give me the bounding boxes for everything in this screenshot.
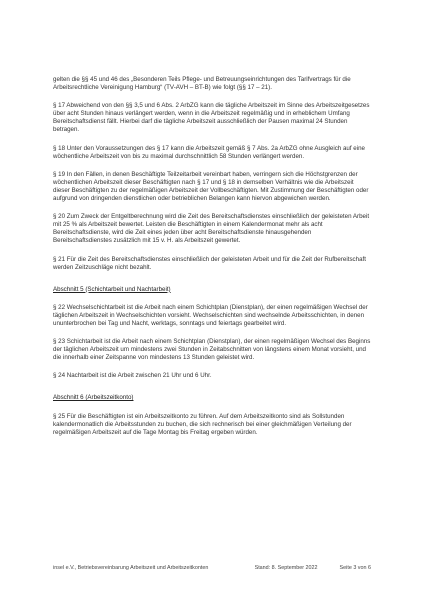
footer-document-title: insel e.V., Betriebsvereinbarung Arbeitszeit und Arbeitszeitkonten [53,565,209,571]
paragraph-23: § 23 Schichtarbeit ist die Arbeit nach einem Schichtplan (Dienstplan), der einen regelmäßigen Wechsel des Beginns der täglichen Arbeitszeit um mindestens zwei Stunden in Zeitabschnitten von längstens einem Monat vorsieht, und die innerhalb einer Zeitspanne von mindestens 13 Stunden geleistet wird. [53,338,371,362]
paragraph-19: § 19 In den Fällen, in denen Beschäftigte Teilzeitarbeit vereinbart haben, verringern sich die Höchstgrenzen der wöchentlichen Arbeitszeit dieser Beschäftigten nach § 17 und § 18 in demselben Verhältnis wie die Arbeitszeit dieser Beschäftigten zu der regelmäßigen Arbeitszeit der Vollbeschäftigten. Mit Zustimmung der Beschäftigten oder aufgrund von dringenden dienstlichen oder betrieblichen Belangen kann hiervon abgewichen werden. [53,170,369,203]
paragraph-20: § 20 Zum Zweck der Entgeltberechnung wird die Zeit des Bereitschaftsdienstes einschließlich der geleisteten Arbeit mit 25 % als Arbeitszeit bewertet. Leisten die Beschäftigten in einem Kalendermonat mehr als acht Bereitschaftsdienste, wird die Zeit eines jeden über acht Bereitschaftsdienste hinausgehenden Bereitschaftsdienstes zusätzlich mit 15 v. H. als Arbeitszeit gewertet. [53,213,370,245]
footer-page-number: Seite 3 von 6 [339,565,371,571]
paragraph-17: § 17 Abweichend von den §§ 3,5 und 6 Abs. 2 ArbZG kann die tägliche Arbeitszeit im Sinne des Arbeitszeitgesetzes über acht Stunden hinaus verlängert werden, wenn in die Arbeitszeit regelmäßig und in erheblichem Umfang Bereitschaftsdienst fällt. Hierbei darf die tägliche Arbeitszeit ausschließlich der Pausen maximal 24 Stunden betragen. [53,102,370,134]
footer-date: Stand: 8. September 2022 [254,565,318,571]
paragraph-18: § 18 Unter den Voraussetzungen des § 17 kann die Arbeitszeit gemäß § 7 Abs. 2a ArbZG ohne Ausgleich auf eine wöchentliche Arbeitszeit von bis zu maximal durchschnittlich 58 Stunden verlängert werden. [53,144,365,160]
paragraph-21: § 21 Für die Zeit des Bereitschaftsdienstes einschließlich der geleisteten Arbeit und für die Zeit der Rufbereitschaft werden Zeitzuschläge nicht bezahlt. [53,255,366,271]
document-body [53,76,371,447]
paragraph-22: § 22 Wechselschichtarbeit ist die Arbeit nach einem Schichtplan (Dienstplan), der einen regelmäßigen Wechsel der täglichen Arbeitszeit in Wechselschichten vorsieht. Wechselschichten sind wechselnde Arbeitsschichten, in denen ununterbrochen bei Tag und Nacht, werktags, sonntags und feiertags gearbeitet wird. [53,303,368,327]
section-heading-5: Abschnitt 5 (Schichtarbeit und Nachtarbeit) [53,285,171,293]
paragraph-intro: gelten die §§ 45 und 46 des „Besonderen Teils Pflege- und Betreuungseinrichtungen des Tarifvertrags für die Arbeitsrechtliche Vereinigung Hamburg“ (TV-AVH – BT-B) wie folgt (§§ 17 – 21). [53,76,351,92]
paragraph-24: § 24 Nachtarbeit ist die Arbeit zwischen 21 Uhr und 6 Uhr. [53,372,212,380]
section-heading-6: Abschnitt 6 (Arbeitszeitkonto) [53,394,134,402]
page-footer [53,565,371,571]
paragraph-25: § 25 Für die Beschäftigten ist ein Arbeitszeitkonto zu führen. Auf dem Arbeitszeitkonto sind als Sollstunden kalendermonatlich die Arbeitsstunden zu buchen, die sich rechnerisch bei einer gleichmäßigen Verteilung der regelmäßigen Arbeitszeit auf die Tage Montag bis Freitag ergeben würden. [53,412,352,436]
footer-right [255,565,371,571]
